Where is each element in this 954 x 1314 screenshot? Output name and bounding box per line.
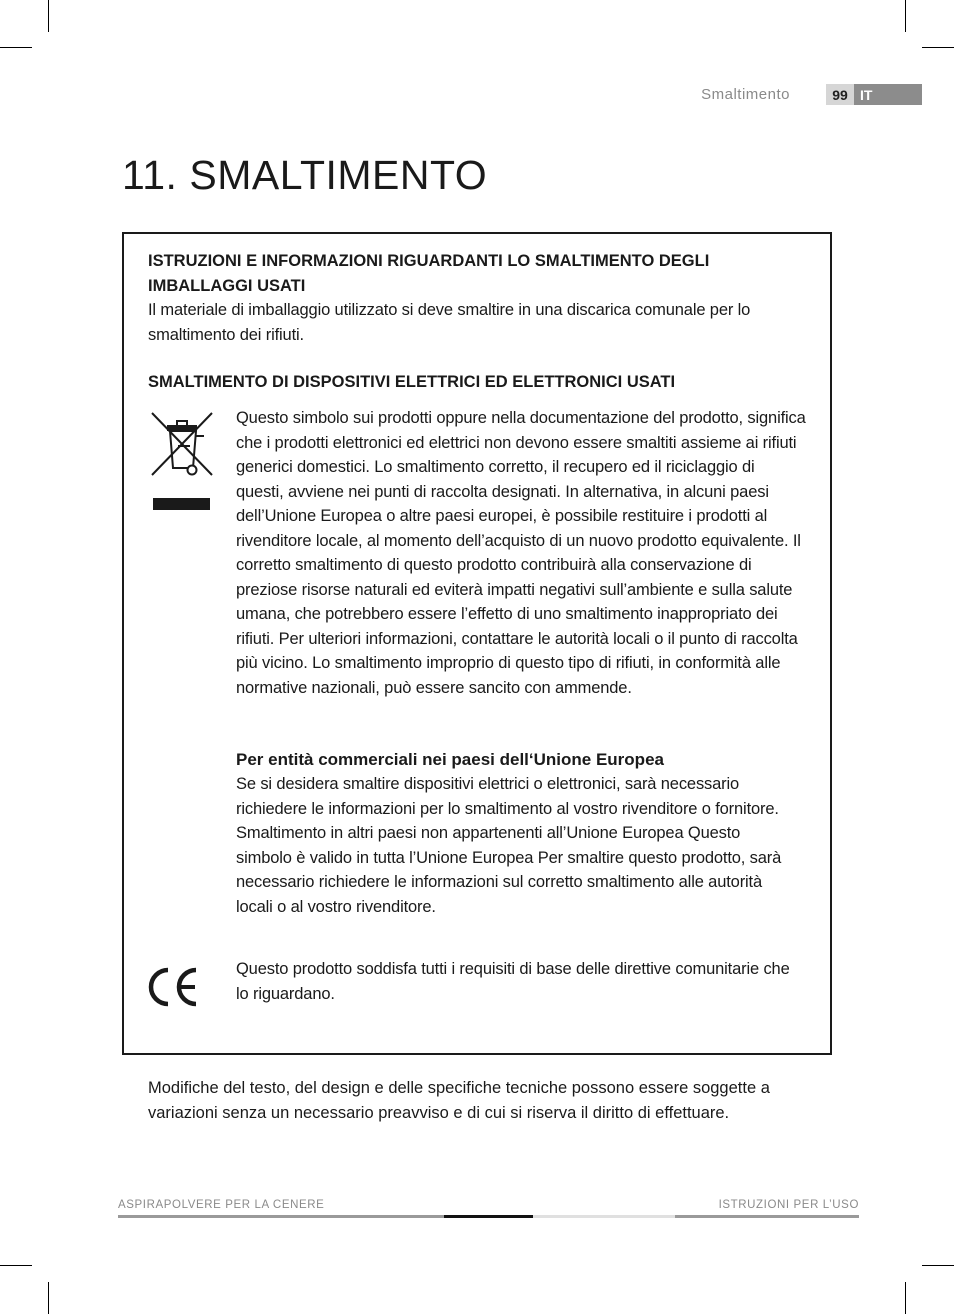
packaging-text: Il materiale di imballaggio utilizzato si deve smaltire in una discarica comunale per lo smaltimento dei rifiuti.: [148, 301, 751, 344]
ce-text: Questo prodotto soddisfa tutti i requisiti di base delle direttive comunitarie che lo riguardano.: [236, 960, 790, 1003]
page-number-badge: [826, 84, 922, 105]
crop-mark: [48, 0, 49, 32]
footer-rule: [533, 1215, 675, 1218]
crop-mark: [48, 1282, 49, 1314]
weee-text: Questo simbolo sui prodotti oppure nella documentazione del prodotto, significa che i prodotti elettronici ed elettrici non devono essere smaltiti assieme ai rifiuti generici domestici. Lo smaltimento corretto, il recupero ed il riciclaggio di questi, avviene nei punti di raccolta designati. In alternativa, in alcuni paesi dell’Unione Europea o altre paesi europei, è possibile restituire i prodotti al rivenditore locale, al momento dell’acquisto di un nuovo prodotto equivalente. Il corretto smaltimento di questo prodotto contribuirà alla conservazione di preziose risorse naturali ed eviterà impatti negativi sull’ambiente e sulla salute umana, che potrebbero essere l’effetto di uno smaltimento inappropriato dei rifiuti. Per ulteriori informazioni, contattare le autorità locali o il punto di raccolta più vicino. Lo smaltimento improprio di questo tipo di rifiuti, in conformità alle normative nazionali, può essere sancito con ammende.: [236, 409, 806, 697]
footer-rule: [444, 1215, 533, 1218]
business-text: Se si desidera smaltire dispositivi elettrici o elettronici, sarà necessario richiedere le informazioni per lo smaltimento al vostro rivenditore o fornitore. Smaltimento in altri paesi non appartenenti all’Unione Europea Questo simbolo è valido in tutta l’Unione Europea Per smaltire questo prodotto, sarà necessario richiedere le informazioni sul corretto smaltimento alle autorità locali o al vostro rivenditore.: [236, 775, 782, 916]
crop-mark: [922, 1265, 954, 1266]
page-number: 99: [826, 84, 854, 105]
footer-rule: [675, 1215, 859, 1218]
crossed-out-wheelie-bin-icon: [146, 410, 216, 514]
crop-mark: [0, 47, 32, 48]
footer-doc-type: ISTRUZIONI PER L’USO: [718, 1199, 859, 1211]
packaging-heading: ISTRUZIONI E INFORMAZIONI RIGUARDANTI LO SMALTIMENTO DEGLI IMBALLAGGI USATI: [148, 252, 710, 295]
footer-product-name: ASPIRAPOLVERE PER LA CENERE: [118, 1199, 325, 1211]
language-code: IT: [860, 86, 873, 103]
ce-mark-icon: [146, 966, 200, 1008]
weee-heading: SMALTIMENTO DI DISPOSITIVI ELETTRICI ED ELETTRONICI USATI: [148, 373, 676, 391]
crop-mark: [905, 1282, 906, 1314]
crop-mark: [905, 0, 906, 32]
crop-mark: [0, 1265, 32, 1266]
footnote: Modifiche del testo, del design e delle specifiche tecniche possono essere soggette a variazioni senza un necessario preavviso e di cui si riserva il diritto di effettuare.: [148, 1079, 770, 1122]
crop-mark: [922, 47, 954, 48]
business-heading: Per entità commerciali nei paesi dell‘Unione Europea: [236, 750, 664, 769]
running-header-section: Smaltimento: [701, 86, 790, 103]
page-title: 11. SMALTIMENTO: [122, 152, 488, 198]
footer-rule: [118, 1215, 444, 1218]
